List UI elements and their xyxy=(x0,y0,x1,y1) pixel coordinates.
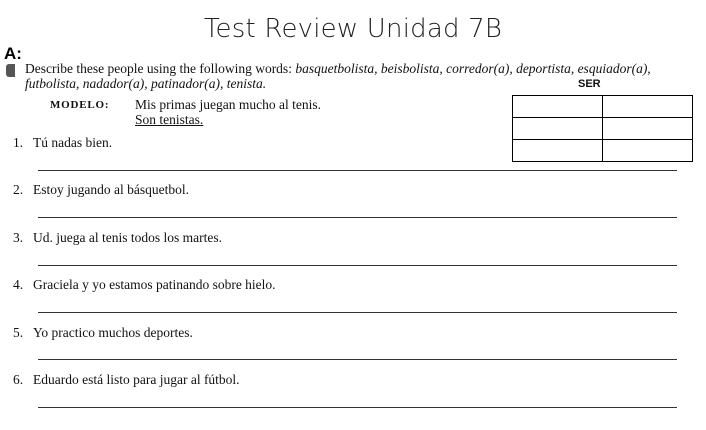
table-cell[interactable] xyxy=(603,118,693,140)
page-title: Test Review Unidad 7B xyxy=(203,14,503,44)
table-cell[interactable] xyxy=(603,140,693,162)
item-prompt: Estoy jugando al básquetbol. xyxy=(33,182,189,197)
table-cell[interactable] xyxy=(513,140,603,162)
item-number: 3. xyxy=(13,230,24,245)
table-cell[interactable] xyxy=(513,118,603,140)
exercise-item-5 xyxy=(13,325,193,341)
table-cell[interactable] xyxy=(603,96,693,118)
instructions-prefix: Describe these people using the following words: xyxy=(25,61,296,76)
item-prompt: Graciela y yo estamos patinando sobre hielo. xyxy=(33,277,276,292)
answer-line-2[interactable] xyxy=(38,217,677,218)
item-number: 1. xyxy=(13,135,24,150)
exercise-item-1 xyxy=(13,135,112,151)
exercise-item-3 xyxy=(13,230,222,246)
item-number: 6. xyxy=(13,372,24,387)
table-cell[interactable] xyxy=(513,96,603,118)
item-prompt: Eduardo está listo para jugar al fútbol. xyxy=(33,372,240,387)
item-number: 5. xyxy=(13,325,24,340)
answer-line-6[interactable] xyxy=(38,407,677,408)
item-number: 2. xyxy=(13,182,24,197)
exercise-item-2 xyxy=(13,182,189,198)
instructions xyxy=(25,61,665,91)
ser-conjugation-table xyxy=(512,95,693,162)
section-label: A: xyxy=(4,44,22,63)
answer-line-1[interactable] xyxy=(38,170,677,171)
modelo-question: Mis primas juegan mucho al tenis. xyxy=(135,97,321,112)
answer-line-5[interactable] xyxy=(38,359,677,360)
item-prompt: Tú nadas bien. xyxy=(33,135,113,150)
exercise-item-6 xyxy=(13,372,240,388)
item-prompt: Yo practico muchos deportes. xyxy=(33,325,193,340)
answer-line-3[interactable] xyxy=(38,265,677,266)
bullet-marker-icon xyxy=(6,64,15,77)
item-prompt: Ud. juega al tenis todos los martes. xyxy=(33,230,222,245)
modelo-label: MODELO: xyxy=(50,99,110,111)
item-number: 4. xyxy=(13,277,24,292)
table-row xyxy=(513,96,693,118)
answer-line-4[interactable] xyxy=(38,312,677,313)
exercise-item-4 xyxy=(13,277,276,293)
ser-table-label: SER xyxy=(578,78,601,90)
instructions-word-list: basquetbolista, beisbolista, corredor(a), deportista, esquiador(a), futbolista, nadador(a), patinador(a), tenista. xyxy=(25,61,651,91)
table-row xyxy=(513,118,693,140)
modelo-answer: Son tenistas. xyxy=(135,112,204,127)
table-row xyxy=(513,140,693,162)
